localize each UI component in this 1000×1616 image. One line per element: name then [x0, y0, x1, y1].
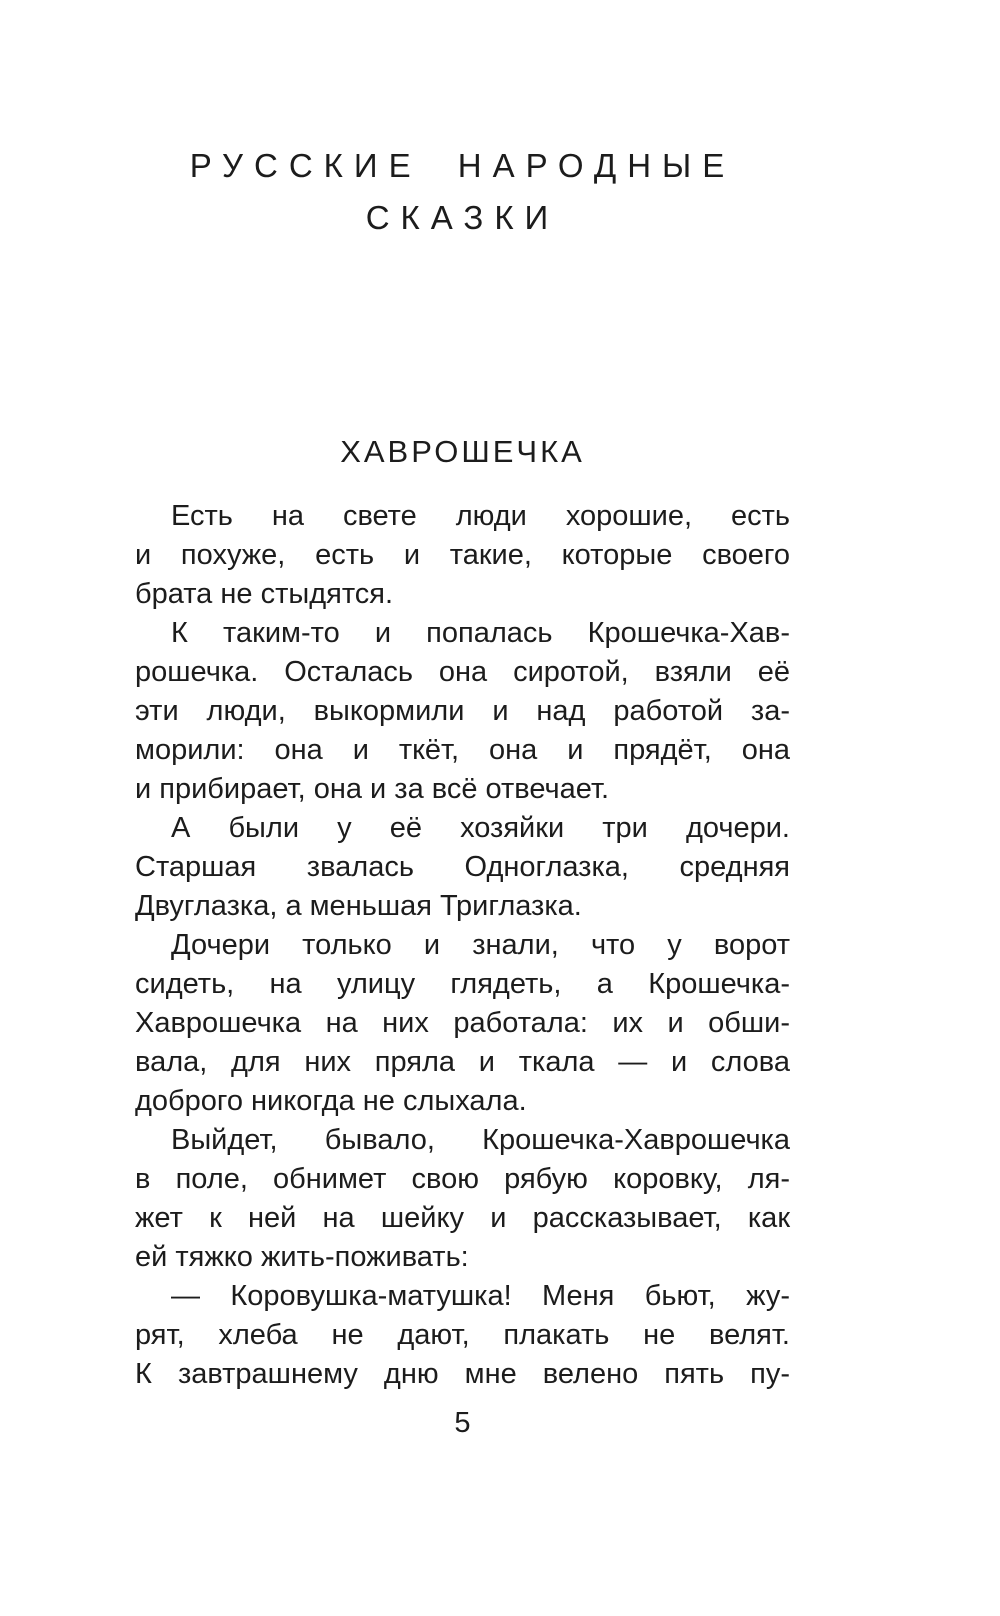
text-line: и прибирает, она и за всё отвечает.: [135, 773, 610, 805]
text-line: и похуже, есть и такие, которые своего: [135, 539, 790, 571]
book-series-title: [135, 140, 790, 244]
paragraph: [135, 1277, 790, 1394]
book-series-title-line1: РУССКИЕ НАРОДНЫЕ: [189, 147, 736, 184]
story-title: ХАВРОШЕЧКА: [340, 434, 585, 469]
book-series-title-line2: СКАЗКИ: [365, 199, 560, 236]
paragraph: [135, 614, 790, 809]
text-line: рошечка. Осталась она сиротой, взяли её: [135, 656, 790, 688]
text-line: Двуглазка, а меньшая Триглазка.: [135, 890, 582, 922]
text-line: жет к ней на шейку и рассказывает, как: [135, 1202, 790, 1234]
paragraph: [135, 1121, 790, 1277]
text-line: брата не стыдятся.: [135, 578, 394, 610]
text-line: Старшая звалась Одноглазка, средняя: [135, 851, 790, 883]
text-line: вала, для них пряла и ткала — и слова: [135, 1046, 790, 1078]
page-number: 5: [454, 1407, 471, 1439]
text-line: эти люди, выкормили и над работой за-: [135, 695, 790, 727]
text-line: К таким-то и попалась Крошечка-Хав-: [171, 617, 790, 649]
page-content: [135, 140, 790, 1443]
text-line: Есть на свете люди хорошие, есть: [171, 500, 790, 532]
text-line: морили: она и ткёт, она и прядёт, она: [135, 734, 790, 766]
text-line: А были у её хозяйки три дочери.: [171, 812, 790, 844]
text-line: в поле, обнимет свою рябую коровку, ля-: [135, 1163, 790, 1195]
text-line: К завтрашнему дню мне велено пять пу-: [135, 1358, 790, 1390]
paragraph: [135, 926, 790, 1121]
text-line: сидеть, на улицу глядеть, а Крошечка-: [135, 968, 790, 1000]
text-line: доброго никогда не слыхала.: [135, 1085, 527, 1117]
text-line: рят, хлеба не дают, плакать не велят.: [135, 1319, 790, 1351]
paragraph: [135, 809, 790, 926]
text-line: Дочери только и знали, что у ворот: [171, 929, 790, 961]
text-line: Выйдет, бывало, Крошечка-Хаврошечка: [171, 1124, 790, 1156]
text-line: Хаврошечка на них работала: их и обши-: [135, 1007, 790, 1039]
text-line: — Коровушка-матушка! Меня бьют, жу-: [171, 1280, 790, 1312]
paragraph: [135, 497, 790, 614]
text-line: ей тяжко жить-поживать:: [135, 1241, 469, 1273]
story-body: [135, 497, 790, 1394]
